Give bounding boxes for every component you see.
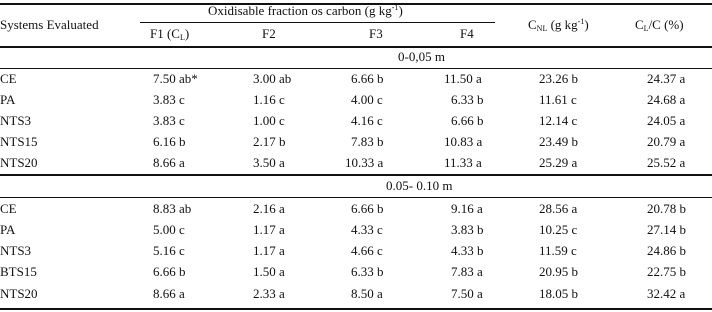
cell-f4: 10.83 a [444,134,483,149]
cell-system: NTS3 [0,243,32,258]
cell-f2: 3.00 ab [253,71,292,86]
header-oxidisable-fraction: Oxidisable fraction os carbon (g $kg^{-1}$) [208,3,403,18]
header-cnl: $C_{NL}$ (g $kg^{-1}$) [528,17,589,33]
cell-f3: 4.16 c [351,113,383,128]
cell-f2: 2.17 b [253,134,286,149]
header-f4: F4 [460,26,474,41]
header-systems-evaluated: Systems Evaluated [0,17,99,32]
cell-cnl: 23.49 b [539,134,578,149]
header-cl-c: $C_L/C$ (%) [635,17,684,33]
oxidisable-underline [140,22,495,23]
cell-cl-c: 27.14 b [647,222,686,237]
cell-f2: 3.50 a [253,155,285,170]
cell-f2: 2.33 a [253,286,285,301]
section-depth-label: 0.05- 0.10 m [386,178,453,193]
cell-f3: 10.33 a [345,155,384,170]
cell-f2: 1.17 a [253,243,285,258]
cell-f2: 2.16 a [253,201,285,216]
header-f2: F2 [262,26,276,41]
cell-f1: 5.00 c [153,222,185,237]
cell-f3: 4.00 c [351,92,383,107]
cell-system: PA [0,222,16,237]
cell-cnl: 20.95 b [539,264,578,279]
cell-system: CE [0,201,17,216]
cell-system: NTS20 [0,155,38,170]
cell-cl-c: 24.37 a [647,71,686,86]
cell-f1: 7.50 ab* [153,71,198,86]
cell-cnl: 11.61 c [539,92,577,107]
cell-f1: 8.66 a [153,286,185,301]
cell-system: NTS20 [0,286,38,301]
cell-f3: 6.33 b [351,264,384,279]
cell-f4: 7.50 a [451,286,483,301]
cell-cnl: 28.56 a [539,201,578,216]
cell-f4: 11.50 a [444,71,482,86]
cell-f1: 8.83 ab [153,201,192,216]
cell-cl-c: 24.05 a [647,113,686,128]
section1-depth-rule [0,68,712,69]
header-f1: F1 $(C_L)$ [150,26,190,42]
cell-f4: 4.33 b [451,243,484,258]
cell-cnl: 11.59 c [539,243,577,258]
cell-f3: 4.33 c [351,222,383,237]
header-f3: F3 [369,26,383,41]
cell-cl-c: 20.78 b [647,201,686,216]
cell-f1: 3.83 c [153,92,185,107]
cell-f4: 6.33 b [451,92,484,107]
section2-depth-rule [0,197,712,198]
cell-f4: 7.83 a [451,264,483,279]
cell-cnl: 10.25 c [539,222,578,237]
cell-cl-c: 20.79 a [647,134,686,149]
cell-f3: 7.83 b [351,134,384,149]
cell-f4: 3.83 b [451,222,484,237]
cell-f2: 1.17 a [253,222,285,237]
cell-f4: 6.66 b [451,113,484,128]
cell-cl-c: 24.68 a [647,92,686,107]
cell-f2: 1.16 c [253,92,285,107]
cell-f1: 5.16 c [153,243,185,258]
cell-f1: 6.66 b [153,264,186,279]
cell-f4: 11.33 a [444,155,482,170]
cell-f3: 6.66 b [351,71,384,86]
cell-f1: 3.83 c [153,113,185,128]
cell-system: NTS3 [0,113,32,128]
cell-f2: 1.00 c [253,113,285,128]
cell-cl-c: 22.75 b [647,264,686,279]
cell-cl-c: 25.52 a [647,155,686,170]
cell-system: NTS15 [0,134,38,149]
cell-f4: 9.16 a [451,201,483,216]
cell-f2: 1.50 a [253,264,285,279]
cell-cnl: 23.26 b [539,71,578,86]
section2-top-rule [0,174,712,176]
cell-cnl: 18.05 b [539,286,578,301]
section-depth-label: 0-0,05 m [398,49,445,64]
cell-cnl: 25.29 a [539,155,578,170]
cell-system: CE [0,71,17,86]
cell-cnl: 12.14 c [539,113,578,128]
cell-f3: 8.50 a [351,286,383,301]
cell-system: PA [0,92,16,107]
cell-cl-c: 24.86 b [647,243,686,258]
table-bottom-rule [0,308,712,310]
cell-cl-c: 32.42 a [647,286,686,301]
cell-f1: 8.66 a [153,155,185,170]
header-bottom-rule [0,46,712,48]
cell-f3: 6.66 b [351,201,384,216]
cell-f1: 6.16 b [153,134,186,149]
cell-f3: 4.66 c [351,243,383,258]
cell-system: BTS15 [0,264,37,279]
